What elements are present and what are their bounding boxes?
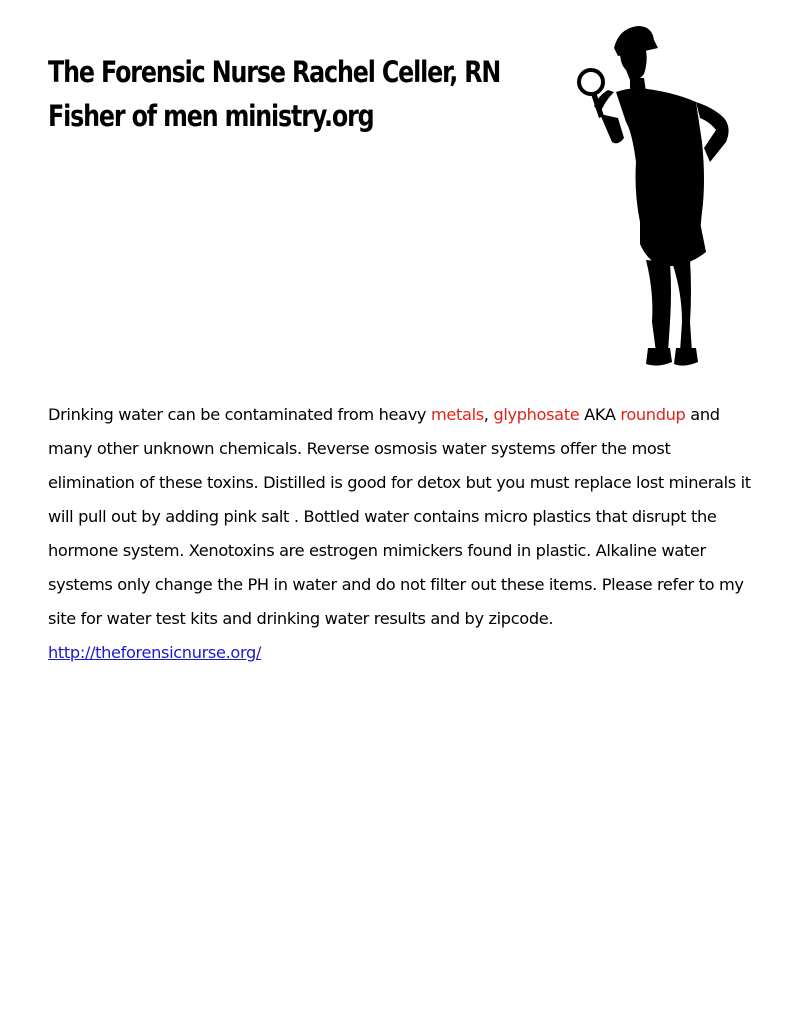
highlight-glyphosate: glyphosate (493, 405, 580, 424)
body-paragraph (48, 398, 758, 670)
title-line-name: The Forensic Nurse Rachel Celler, RN (48, 55, 501, 89)
page-title (48, 50, 568, 138)
title-line-ministry: Fisher of men ministry.org (48, 99, 374, 133)
detective-silhouette-icon (574, 22, 744, 372)
website-link[interactable]: http://theforensicnurse.org/ (48, 643, 262, 662)
highlight-metals: metals (430, 405, 484, 424)
text-main: and many other unknown chemicals. Reverse osmosis water systems offer the most elimination of these toxins. Distilled is good for detox but you must replace lost minerals it will pull out by adding pink salt . Bottled water contains micro plastics that disrupt the hormone system. Xenotoxins are estrogen mimickers found in plastic. Alkaline water systems only change the PH in water and do not filter out these items. Please refer to my site for water test kits and drinking water results and by zipcode. (48, 405, 751, 628)
text-aka: AKA (579, 405, 621, 424)
text-intro: Drinking water can be contaminated from heavy (48, 405, 431, 424)
text-comma: , (483, 405, 494, 424)
highlight-roundup: roundup (620, 405, 686, 424)
